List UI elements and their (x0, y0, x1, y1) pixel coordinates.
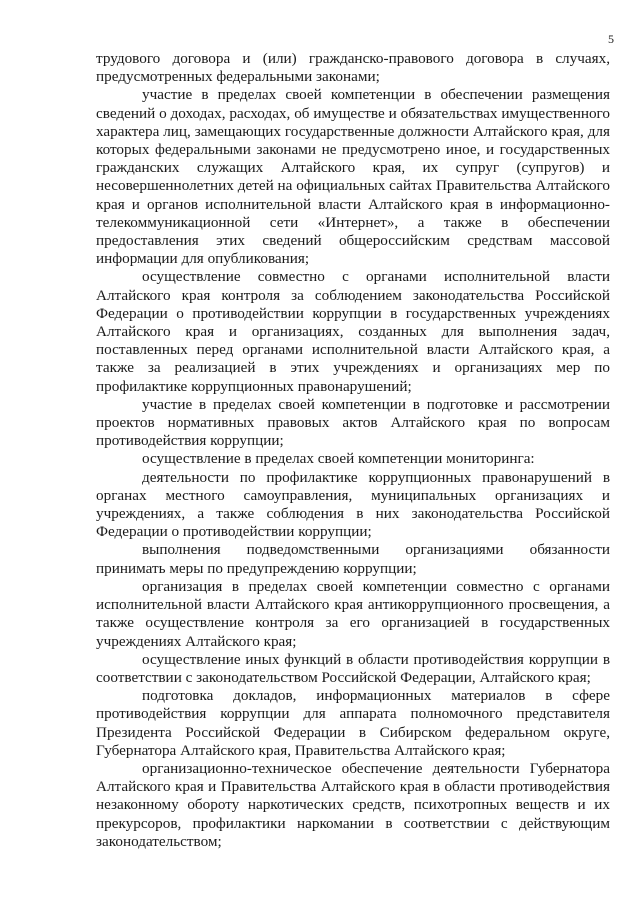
paragraph-education: организация в пределах своей компетенции совместно с органами исполнительной власти Алтайского края антикоррупционного просвещения, а также осуществление контроля за его организацией в государственных учреждениях Алтайского края; (96, 577, 610, 650)
paragraph-control-compliance: осуществление совместно с органами исполнительной власти Алтайского края контроля за соблюдением законодательства Российской Федерации о противодействии коррупции в государственных учреждениях Алтайского края и организациях, созданных для выполнения задач, поставленных перед органами исполнительной власти Алтайского края, а также за реализацией в этих учреждениях и организациях мер по профилактике коррупционных правонарушений; (96, 268, 610, 395)
paragraph-reports: подготовка докладов, информационных материалов в сфере противодействия коррупции для аппарата полномочного представителя Президента Российской Федерации в Сибирском федеральном округе, Губернатора Алтайского края, Правительства Алтайского края; (96, 687, 610, 759)
paragraph-continuation: трудового договора и (или) гражданско-правового договора в случаях, предусмотренных федеральными законами; (96, 50, 610, 86)
paragraph-other-functions: осуществление иных функций в области противодействия коррупции в соответствии с законодательством Российской Федерации, Алтайского края; (96, 650, 610, 686)
paragraph-subordinate-orgs: выполнения подведомственными организациями обязанности принимать меры по предупреждению коррупции; (96, 541, 610, 577)
document-body (96, 50, 610, 851)
page-number: 5 (608, 32, 614, 46)
paragraph-narcotics: организационно-техническое обеспечение деятельности Губернатора Алтайского края и Правительства Алтайского края в области противодействия незаконному обороту наркотических средств, психотропных веществ и их прекурсоров, профилактики наркомании в соответствии с действующим законодательством; (96, 759, 610, 850)
paragraph-monitoring: осуществление в пределах своей компетенции мониторинга: (142, 450, 535, 468)
paragraph-local-government: деятельности по профилактике коррупционных правонарушений в органах местного самоуправления, муниципальных организациях и учреждениях, а также соблюдения в них законодательства Российской Федерации о противодействии коррупции; (96, 468, 610, 541)
paragraph-draft-acts: участие в пределах своей компетенции в подготовке и рассмотрении проектов нормативных правовых актов Алтайского края по вопросам противодействия коррупции; (96, 395, 610, 450)
paragraph-income-disclosure: участие в пределах своей компетенции в обеспечении размещения сведений о доходах, расходах, об имуществе и обязательствах имущественного характера лиц, замещающих государственные должности Алтайского края, для которых федеральными законами не предусмотрено иное, и государственных гражданских служащих Алтайского края, их супруг (супругов) и несовершеннолетних детей на официальных сайтах Правительства Алтайского края и органов исполнительной власти Алтайского края в информационно-телекоммуникационной сети «Интернет», а также в обеспечении предоставления этих сведений общероссийским средствам массовой информации для опубликования; (96, 86, 610, 268)
